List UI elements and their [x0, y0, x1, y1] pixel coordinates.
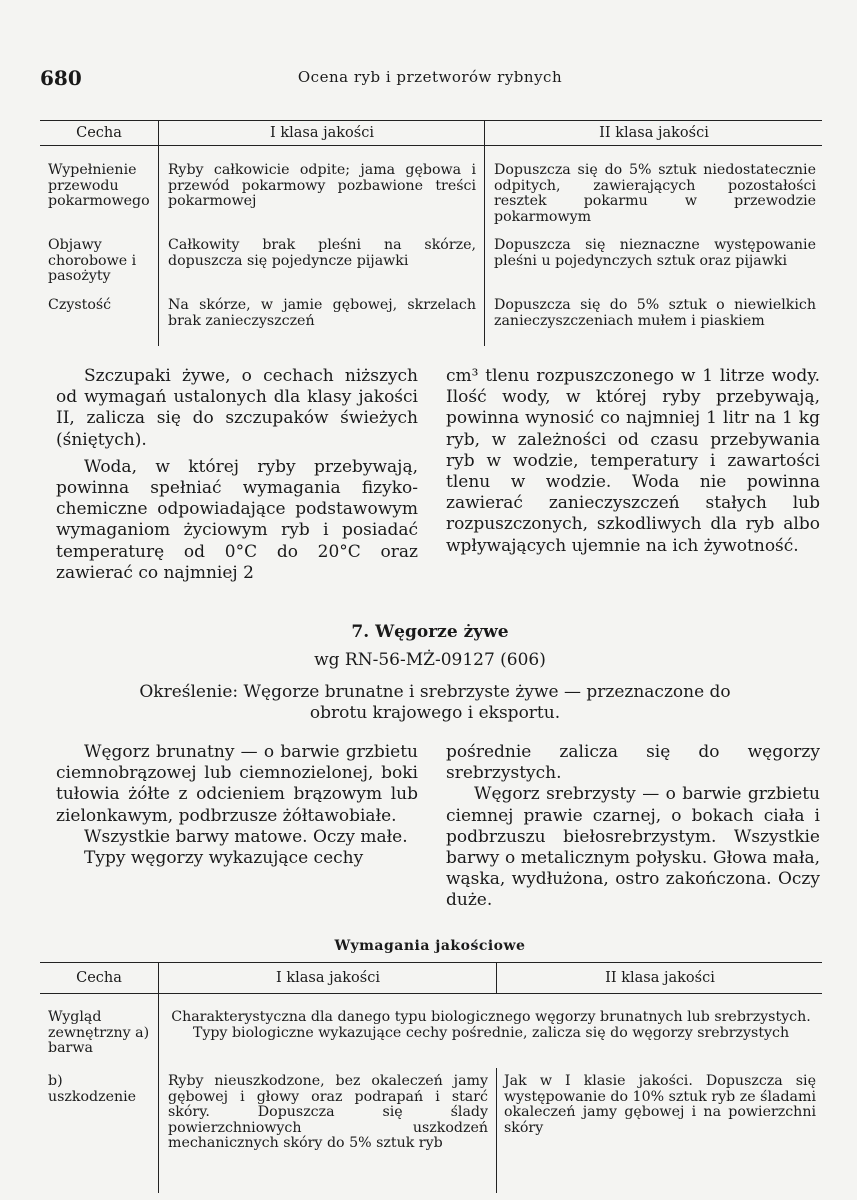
table-cell-merged: Charakterystyczna dla danego typu biologicznego węgorzy brunatnych lub srebrzystych. Typy biologiczne wykazujące cechy pośrednie, zalicza się do węgorzy srebrzystych [171, 1009, 811, 1041]
running-title: Ocena ryb i przetworów rybnych [297, 68, 563, 86]
table-column-divider [158, 121, 159, 346]
table-cell-feature: Czystość [48, 297, 112, 313]
table-cell-class1: Na skórze, w jamie gębowej, skrzelach brak zanieczyszczeń [168, 297, 476, 329]
table-cell-feature: Objawy chorobowe i pasożyty [48, 237, 137, 285]
table-header-cell: Cecha [76, 125, 122, 141]
table-column-divider [496, 1068, 497, 1193]
table-header-cell: Cecha [76, 970, 122, 986]
page-number: 680 [40, 66, 82, 90]
table-cell-class2: Dopuszcza się nieznaczne występowanie pleśni u pojedynczych sztuk oraz pijawki [494, 237, 816, 269]
section-standard: wg RN-56-MŻ-09127 (606) [314, 650, 546, 670]
page-header [40, 66, 820, 96]
paragraph: Woda, w której ryby przebywają, powinna spełniać wymagania fizyko-chemiczne odpowiadające podstawowym wymaganiom życiowym ryb i posiadać temperaturę od 0°C do 20°C oraz zawierać co najmniej 2 [56, 456, 418, 583]
text-column-right [446, 366, 820, 557]
text-column-right [446, 742, 820, 912]
table-title: Wymagania jakościowe [334, 938, 526, 954]
table-column-divider [484, 121, 485, 346]
paragraph: cm³ tlenu rozpuszczonego w 1 litrze wody. Ilość wody, w której ryby przebywają, powinna wynosić co najmniej 1 litr na 1 kg ryb, w zależności od czasu przebywania ryb w wodzie, temperatury i zawartości tlenu w wodzie. Woda nie powinna zawierać zanieczyszczeń stałych lub rozpuszczonych, szkodliwych dla ryb albo wpływających ujemnie na ich żywotność. [446, 366, 820, 556]
text-column-left [56, 742, 418, 869]
table-cell-class1: Ryby nieuszkodzone, bez okaleczeń jamy gębowej i głowy oraz podrapań i starć skóry. Dopuszcza się ślady powierzchniowych uszkodzeń mechanicznych skóry do 5% sztuk ryb [168, 1073, 488, 1152]
paragraph: Szczupaki żywe, o cechach niższych od wymagań ustalonych dla klasy jakości II, zalicza się do szczupaków świeżych (śniętych). [56, 366, 418, 450]
table-header-cell: I klasa jakości [276, 970, 380, 986]
paragraph: Węgorz srebrzysty — o barwie grzbietu ciemnej prawie czarnej, o bokach ciała i podbrzuszu biełosrebrzystym. Wszystkie barwy o metalicznym połysku. Głowa mała, wąska, wydłużona, ostro zakończona. Oczy duże. [446, 784, 820, 911]
table-cell-class2: Dopuszcza się do 5% sztuk niedostatecznie odpitych, zawierających pozostałości resztek pokarmu w przewodzie pokarmowym [494, 162, 816, 225]
table-column-divider [496, 963, 497, 993]
table-cell-feature: b) uszkodzenie [48, 1073, 137, 1105]
paragraph: Typy węgorzy wykazujące cechy [84, 848, 364, 869]
table-cell-feature: Wygląd zewnętrzny a) barwa [48, 1009, 150, 1057]
table-column-divider [158, 963, 159, 1193]
section-title: 7. Węgorze żywe [351, 622, 509, 642]
text-column-left [56, 366, 418, 584]
table-header-cell: II klasa jakości [599, 125, 709, 141]
table-header-cell: I klasa jakości [270, 125, 374, 141]
paragraph: Wszystkie barwy matowe. Oczy małe. [84, 826, 408, 847]
table-cell-class2: Jak w I klasie jakości. Dopuszcza się występowanie do 10% sztuk ryb ze śladami okaleczeń jamy gębowej i na powierzchni skóry [504, 1073, 816, 1136]
table-cell-class2: Dopuszcza się do 5% sztuk o niewielkich zanieczyszczeniach mułem i piaskiem [494, 297, 816, 329]
paragraph: Węgorz brunatny — o barwie grzbietu ciemnobrązowej lub ciemnozielonej, boki tułowia żółte z odcieniem brązowym lub zielonkawym, podbrzusze żółtawobiałe. [56, 742, 418, 826]
table-cell-class1: Ryby całkowicie odpite; jama gębowa i przewód pokarmowy pozbawione treści pokarmowej [168, 162, 476, 210]
table-header-cell: II klasa jakości [605, 970, 715, 986]
table-cell-feature: Wypełnienie przewodu pokarmowego [48, 162, 150, 210]
paragraph: pośrednie zalicza się do węgorzy srebrzystych. [446, 742, 820, 784]
section-definition: Określenie: Węgorze brunatne i srebrzyste żywe — przeznaczone do obrotu krajowego i eksportu. [139, 682, 731, 723]
table-cell-class1: Całkowity brak pleśni na skórze, dopuszcza się pojedyncze pijawki [168, 237, 476, 269]
